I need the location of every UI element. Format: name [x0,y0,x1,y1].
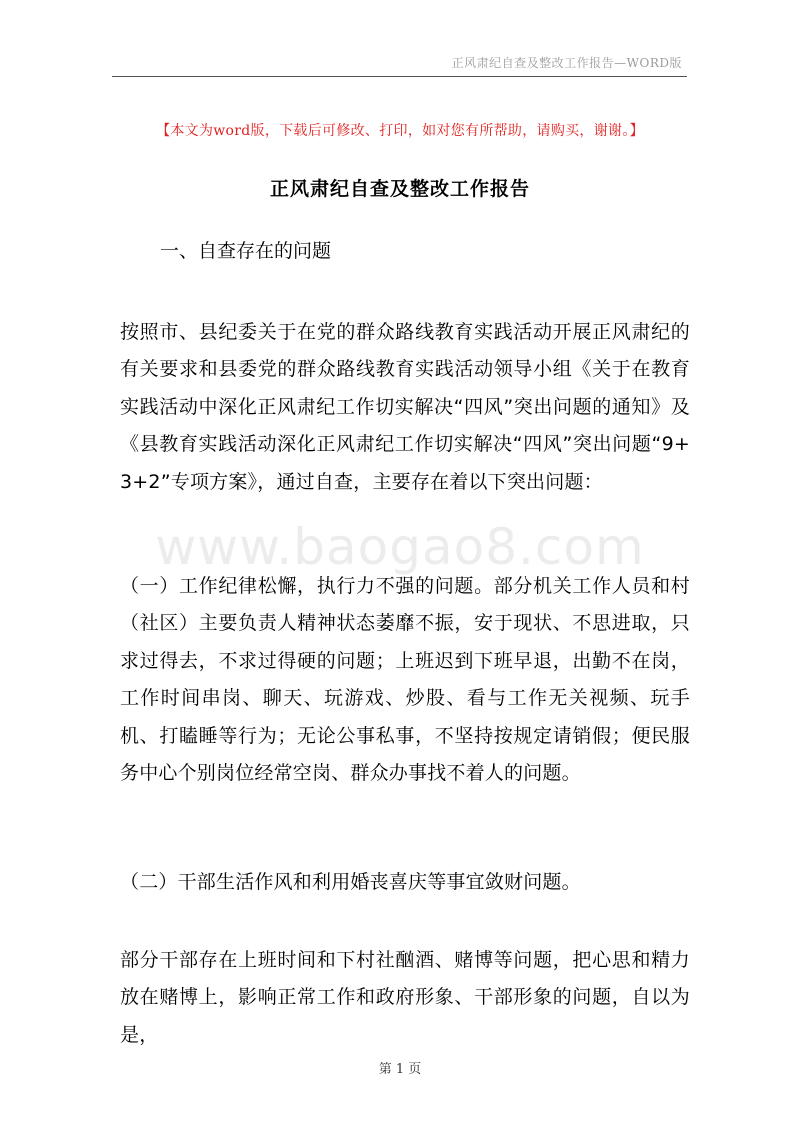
watermark: www.baogao8.com [155,518,645,576]
page-number: 第 1 页 [378,1062,422,1077]
running-header: 正风肃纪自查及整改工作报告—WORD版 [451,56,682,70]
paragraph-item-2-body: 部分干部存在上班时间和下村社酗酒、赌博等问题，把心思和精力放在赌博上，影响正常工作和政府形象、干部形象的问题，自以为是， [120,949,690,1046]
paragraph-item-2-heading: （二）干部生活作风和利用婚丧喜庆等事宜敛财问题。 [120,871,581,893]
paragraph-intro: 按照市、县纪委关于在党的群众路线教育实践活动开展正风肃纪的有关要求和县委党的群众路线教育实践活动领导小组《关于在教育实践活动中深化正风肃纪工作切实解决“四风”突出问题的通知》及《县教育实践活动深化正风肃纪工作切实解决“四风”突出问题“9+3+2”专项方案》，通过自查，主要存在着以下突出问题： [120,321,690,493]
document-title: 正风肃纪自查及整改工作报告 [269,178,530,200]
paragraph-item-1: （一）工作纪律松懈，执行力不强的问题。部分机关工作人员和村（社区）主要负责人精神状态萎靡不振，安于现状、不思进取，只求过得去，不求过得硬的问题；上班迟到下班早退，出勤不在岗，工作时间串岗、聊天、玩游戏、炒股、看与工作无关视频、玩手机、打瞌睡等行为；无论公事私事，不坚持按规定请销假；便民服务中心个别岗位经常空岗、群众办事找不着人的问题。 [120,575,690,785]
header-divider [112,76,687,77]
purchase-notice: 【本文为word版，下载后可修改、打印，如对您有所帮助，请购买，谢谢。】 [156,123,644,139]
section-heading: 一、自查存在的问题 [160,240,332,262]
